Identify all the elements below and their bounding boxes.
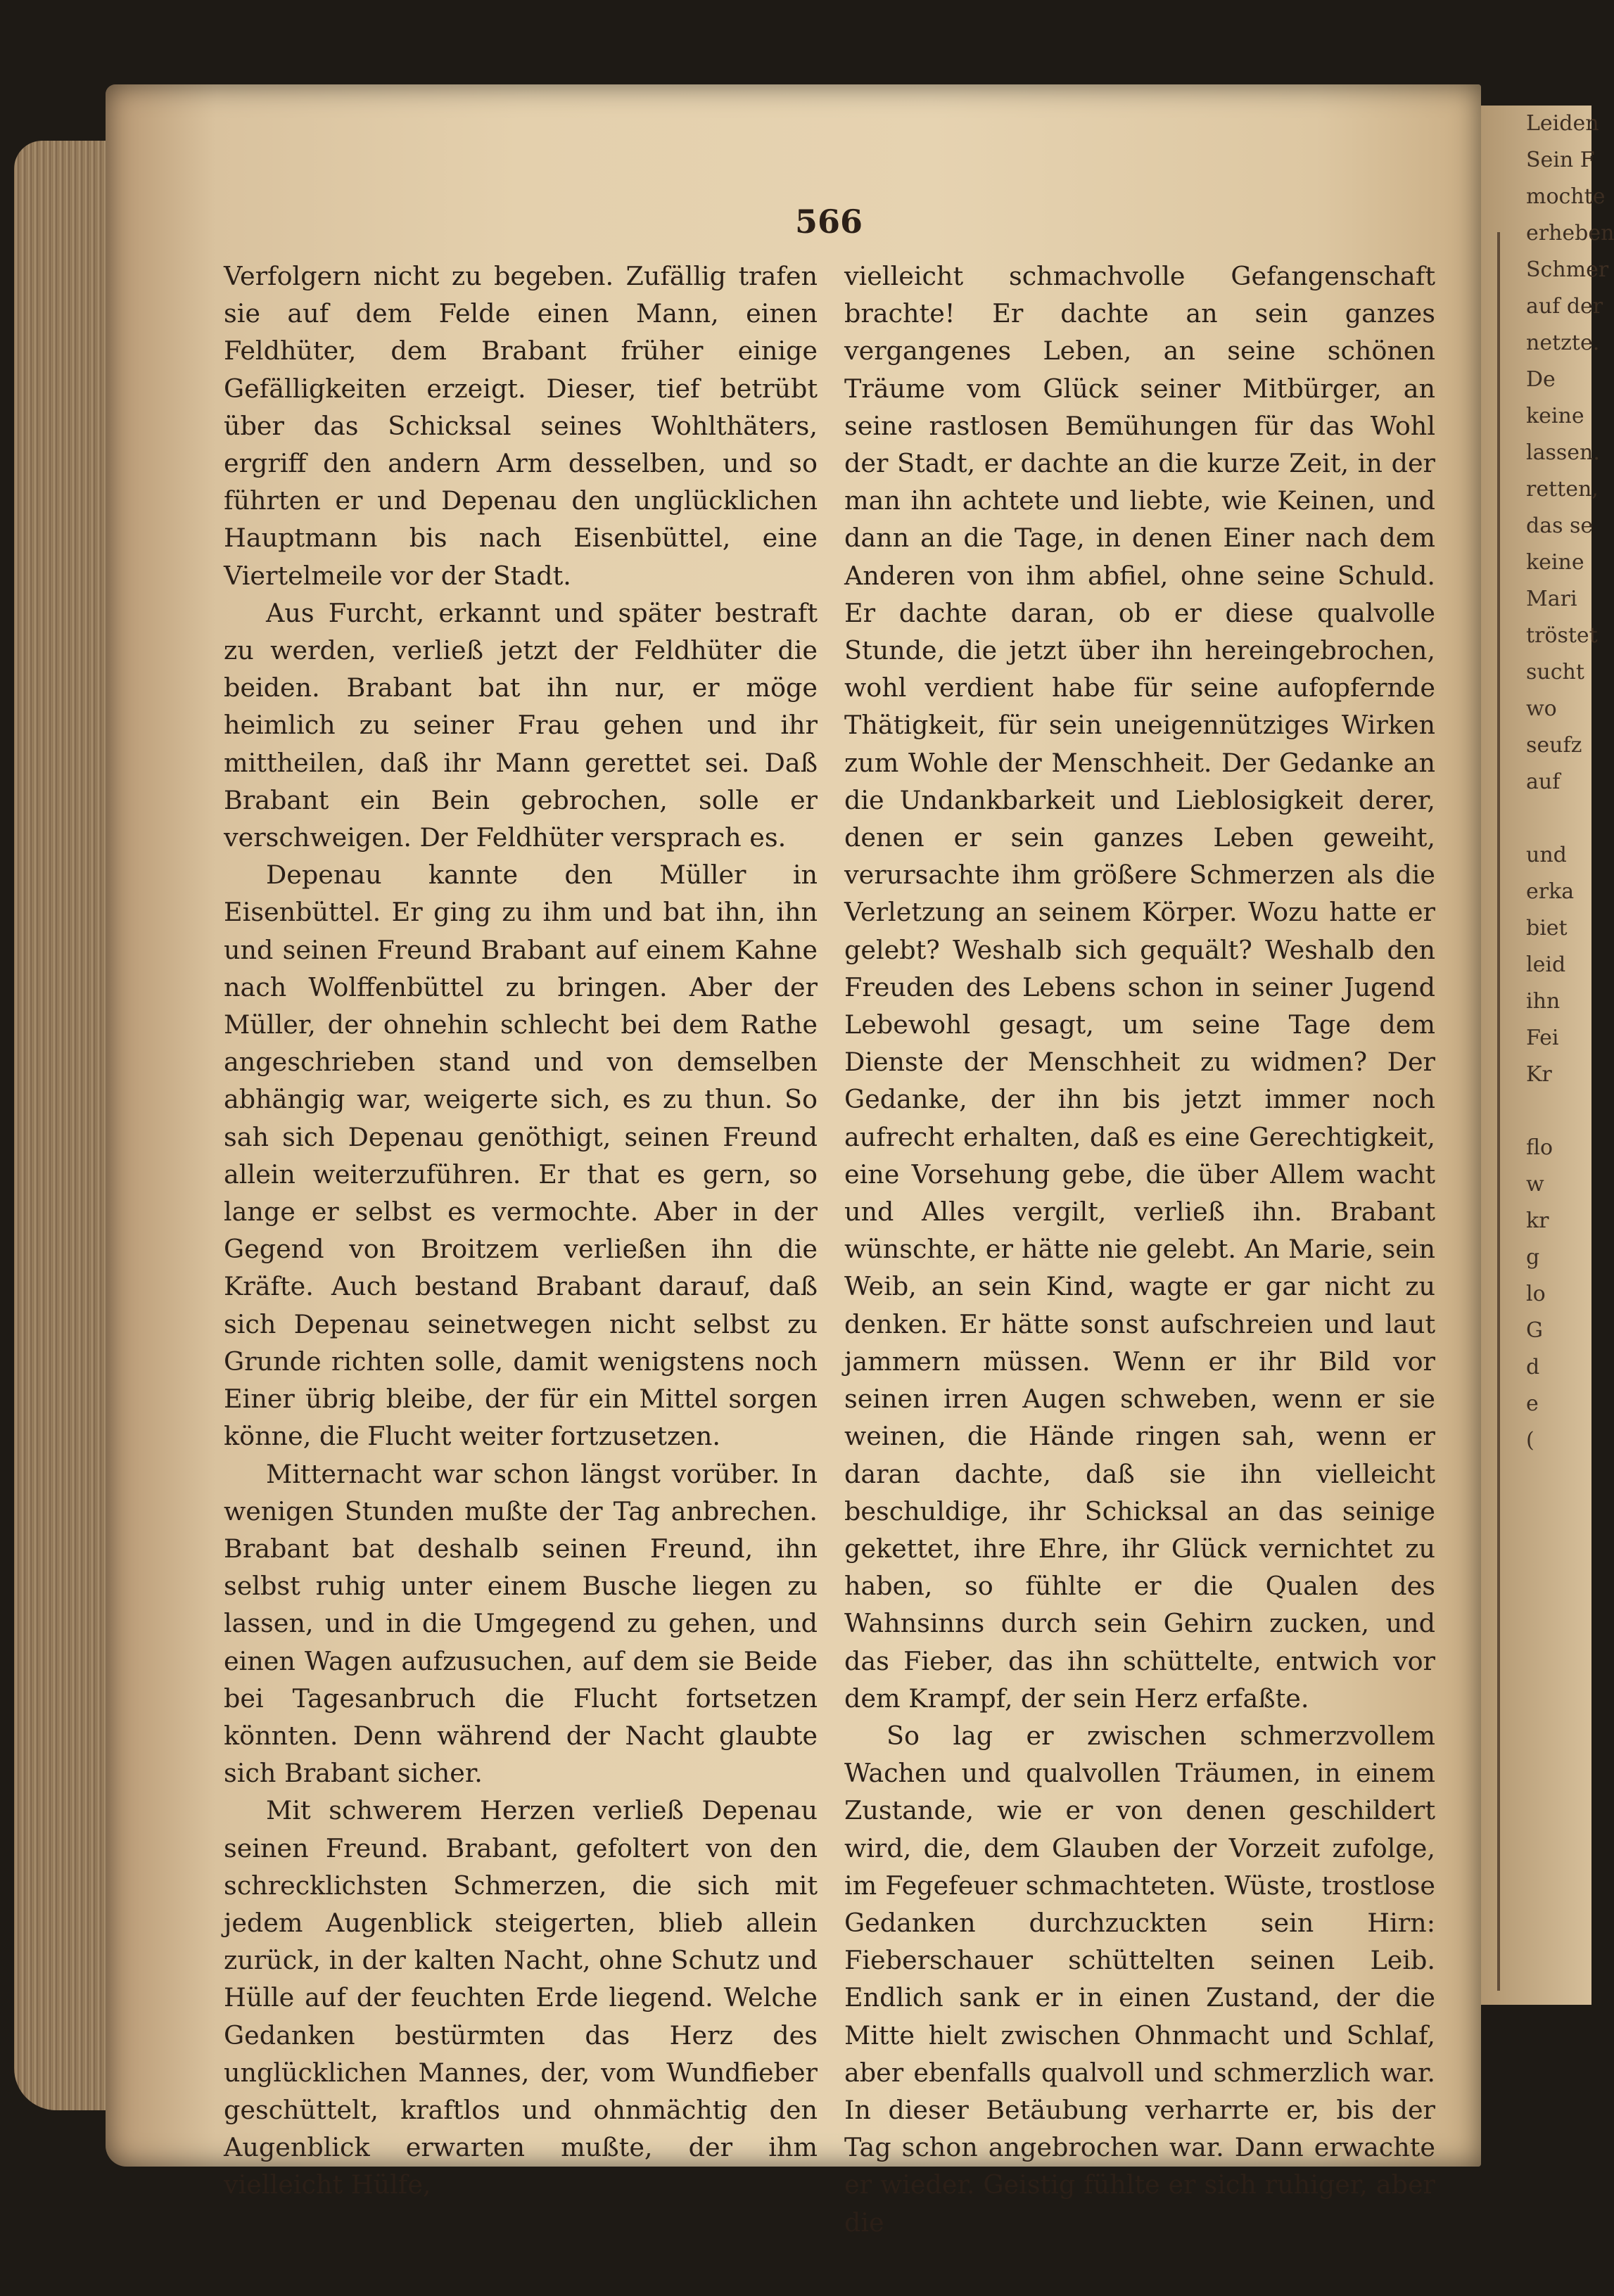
next-page-fragment: Mari	[1526, 587, 1577, 611]
paragraph: vielleicht schmachvolle Gefangenschaft brachte! Er dachte an sein ganzes vergangenes Leben, an seine schönen Träume vom Glück seiner Mitbürger, an seine rastlosen Bemühungen für das Wohl der Stadt, er dachte an die kurze Zeit, in der man ihn achtete und liebte, wie Keinen, und dann an die Tage, in denen Einer nach dem Anderen von ihm abfiel, ohne seine Schuld. Er dachte daran, ob er diese qualvolle Stunde, die jetzt über ihn hereingebrochen, wohl verdient habe für seine aufopfernde Thätigkeit, für sein uneigennütziges Wirken zum Wohle der Menschheit. Der Gedanke an die Undankbarkeit und Lieblosigkeit derer, denen er sein ganzes Leben geweiht, verursachte ihm größere Schmerzen als die Verletzung an seinem Körper. Wozu hatte er gelebt? Weshalb sich gequält? Weshalb den Freuden des Lebens schon in seiner Jugend Lebewohl gesagt, um seine Tage dem Dienste der Menschheit zu widmen? Der Gedanke, der ihn bis jetzt immer noch aufrecht erhalten, daß es eine Gerechtigkeit, eine Vorsehung gebe, die über Allem wacht und Alles vergilt, verließ ihn. Brabant wünschte, er hätte nie gelebt. An Marie, sein Weib, an sein Kind, wagte er gar nicht zu denken. Er hätte sonst aufschreien und laut jammern müssen. Wenn er ihr Bild vor seinen irren Augen schweben, wenn er sie weinen, die Hände ringen sah, wenn er daran dachte, daß sie ihn vielleicht beschuldige, ihr Schicksal an das seinige gekettet, ihre Ehre, ihr Glück vernichtet zu haben, so fühlte er die Qualen des Wahnsinns durch sein Gehirn zucken, und das Fieber, das ihn schüttelte, entwich vor dem Krampf, der sein Herz erfaßte.	[844, 261, 1435, 1714]
next-page-fragment: lassen.	[1526, 440, 1600, 465]
next-page-fragment: sucht	[1526, 660, 1584, 684]
paragraph: Depenau kannte den Müller in Eisenbüttel. Er ging zu ihm und bat ihn, ihn und seinen Freund Brabant auf einem Kahne nach Wolffenbüttel zu bringen. Aber der Müller, der ohnehin schlecht bei dem Rathe angeschrieben stand und von demselben abhängig war, weigerte sich, es zu thun. So sah sich Depenau genöthigt, seinen Freund allein weiterzuführen. Er that es gern, so lange er selbst es vermochte. Aber in der Gegend von Broitzem verließen ihn die Kräfte. Auch bestand Brabant darauf, daß sich Depenau seinetwegen nicht selbst zu Grunde richten solle, damit wenigstens noch Einer übrig bleibe, der für ein Mittel sorgen könne, die Flucht weiter fortzusetzen.	[224, 860, 818, 1452]
next-page-fragment: erka	[1526, 879, 1575, 904]
paragraph: Mit schwerem Herzen verließ Depenau seinen Freund. Brabant, gefoltert von den schrecklichsten Schmerzen, die sich mit jedem Augenblick steigerten, blieb allein zurück, in der kalten Nacht, ohne Schutz und Hülle auf der feuchten Erde liegend. Welche Gedanken bestürmten das Herz des unglücklichen Mannes, der, vom Wundfieber geschüttelt, kraftlos und ohnmächtig den Augenblick erwarten mußte, der ihm vielleicht Hülfe,	[224, 1795, 818, 2200]
next-page-fragment: Kr	[1526, 1062, 1552, 1087]
left-column	[224, 257, 818, 2204]
next-page-fragment: leid	[1526, 952, 1566, 977]
next-page-fragment: d	[1526, 1355, 1540, 1379]
paragraph: Verfolgern nicht zu begeben. Zufällig trafen sie auf dem Felde einen Mann, einen Feldhüter, dem Brabant früher einige Gefälligkeiten erzeigt. Dieser, tief betrübt über das Schicksal seines Wohlthäters, ergriff den andern Arm desselben, und so führten er und Depenau den unglücklichen Hauptmann bis nach Eisenbüttel, eine Viertelmeile vor der Stadt.	[224, 261, 818, 591]
next-page-fragment: wo	[1526, 696, 1557, 721]
next-page-fragment: g	[1526, 1245, 1540, 1270]
next-page-fragment: keine	[1526, 404, 1584, 428]
paragraph: Mitternacht war schon längst vorüber. In wenigen Stunden mußte der Tag anbrechen. Brabant bat deshalb seinen Freund, ihn selbst ruhig unter einem Busche liegen zu lassen, und in die Umgegend zu gehen, und einen Wagen aufzusuchen, auf dem sie Beide bei Tagesanbruch die Flucht fortsetzen könnten. Denn während der Nacht glaubte sich Brabant sicher.	[224, 1458, 818, 1789]
next-page-fragment: netzte.	[1526, 331, 1600, 355]
next-page-fragment: seufz	[1526, 733, 1582, 758]
next-page-fragment: lo	[1526, 1282, 1546, 1306]
next-page-fragment: mochte	[1526, 184, 1606, 209]
next-page-fragment: erheben	[1526, 221, 1614, 245]
next-page-fragment: das se	[1526, 514, 1594, 538]
next-page-fragment: (	[1526, 1428, 1534, 1453]
next-page-fragment: kr	[1526, 1208, 1549, 1233]
next-page-fragment: und	[1526, 843, 1567, 867]
paragraph: So lag er zwischen schmerzvollem Wachen und qualvollen Träumen, in einem Zustande, wie er von denen geschildert wird, die, dem Glauben der Vorzeit zufolge, im Fegefeuer schmachteten. Wüste, trostlose Gedanken durchzuckten sein Hirn: Fieberschauer schüttelten seinen Leib. Endlich sank er in einen Zustand, der die Mitte hielt zwischen Ohnmacht und Schlaf, aber ebenfalls qualvoll und schmerzlich war. In dieser Betäubung verharrte er, bis der Tag schon angebrochen war. Dann erwachte er wieder. Geistig fühlte er sich ruhiger, aber die	[844, 1720, 1435, 2238]
page-gutter-shadow	[1497, 232, 1500, 1991]
next-page-fragment: w	[1526, 1172, 1544, 1197]
right-column	[844, 257, 1435, 2241]
next-page-fragment: e	[1526, 1391, 1539, 1416]
page-block-edge	[14, 141, 113, 2110]
next-page-fragment: Schmer	[1526, 257, 1609, 282]
next-page-fragment: G	[1526, 1318, 1543, 1343]
next-page-fragment: auf der	[1526, 294, 1603, 319]
next-page-fragment: flo	[1526, 1135, 1553, 1160]
next-page-fragment: Fei	[1526, 1026, 1559, 1050]
next-page-fragment: Sein F	[1526, 148, 1595, 172]
next-page-fragment: tröstet	[1526, 623, 1598, 648]
next-page-fragment: Leiden	[1526, 111, 1599, 136]
page-number: 566	[794, 203, 863, 241]
next-page-fragment: De	[1526, 367, 1556, 392]
next-page-fragment: ihn	[1526, 989, 1561, 1014]
paragraph: Aus Furcht, erkannt und später bestraft zu werden, verließ jetzt der Feldhüter die beiden. Brabant bat ihn nur, er möge heimlich zu seiner Frau gehen und ihr mittheilen, daß ihr Mann gerettet sei. Daß Brabant ein Bein gebrochen, solle er verschweigen. Der Feldhüter versprach es.	[224, 597, 818, 853]
next-page-fragment: keine	[1526, 550, 1584, 575]
next-page-fragment: auf	[1526, 770, 1561, 794]
next-page-fragment: retten,	[1526, 477, 1599, 502]
next-page-fragment: biet	[1526, 916, 1568, 940]
